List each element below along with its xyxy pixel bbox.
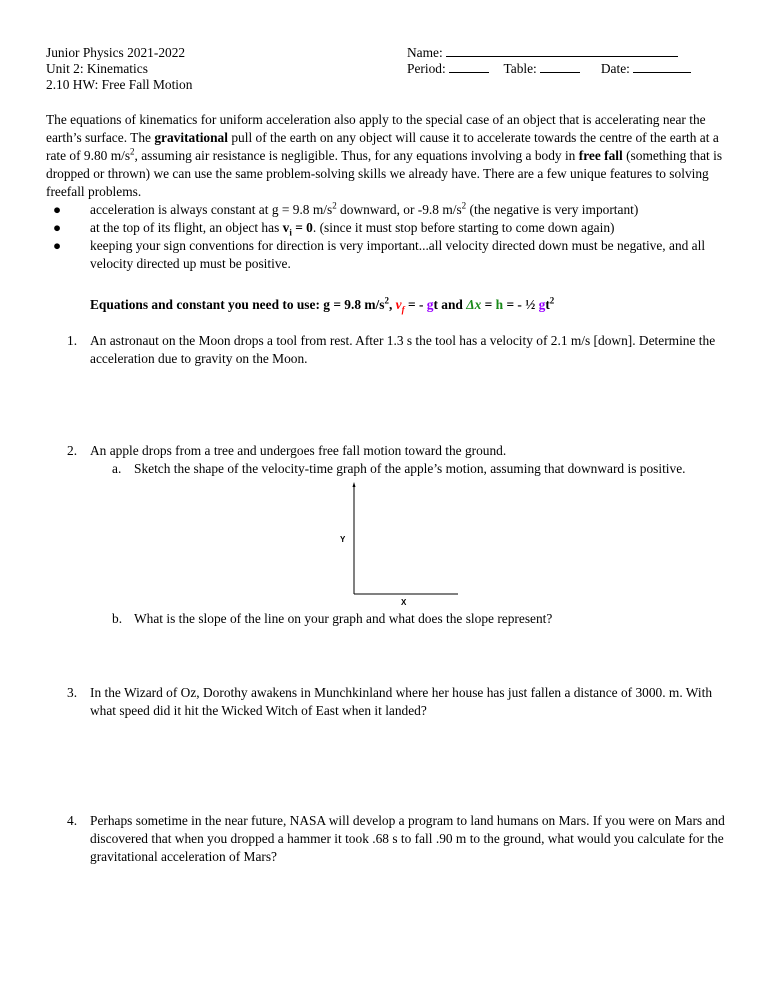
feature-text: downward, or -9.8 m/s (336, 202, 462, 217)
feature-sup: 2 (332, 200, 337, 211)
subquestion-letter: a. (112, 461, 122, 476)
eq-text: t and (433, 297, 467, 312)
eq-lead: Equations and constant you need to use: g = 9.8 m/s (90, 297, 385, 312)
intro-bold-free-fall: free fall (578, 148, 623, 163)
bullet-icon: ● (53, 238, 62, 253)
eq-vf: v (395, 297, 402, 312)
intro-bold-gravitational: gravitational (154, 130, 228, 145)
date-label: Date: (600, 61, 630, 76)
name-label: Name: (407, 45, 443, 60)
worksheet-page (46, 44, 726, 864)
course-title: Junior Physics 2021-2022 (46, 45, 186, 60)
intro-section (46, 111, 726, 273)
question-text: Perhaps sometime in the near future, NASA will develop a program to land humans on Mars. If you were on Mars and discovered that when you dropped a hammer it took .68 s to fall .90 m to the ground, what would you calculate for the gravitational acceleration of Mars? (90, 813, 725, 864)
student-info (407, 44, 691, 76)
course-info (46, 44, 192, 92)
eq-text: = - ½ (503, 297, 539, 312)
eq-sup: 2 (384, 295, 389, 306)
intro-text-1: The equations of kinematics for uniform acceleration also apply to the special case of an object that is accelerating near the earth’s surface. The (46, 112, 706, 145)
feature-item (46, 237, 726, 273)
eq-sup: 2 (549, 295, 555, 306)
eq-g: g (538, 297, 546, 312)
question-4 (46, 812, 726, 866)
worksheet-header (46, 44, 726, 94)
bullet-icon: ● (53, 202, 62, 217)
question-number: 3. (67, 685, 78, 700)
intro-paragraph (46, 111, 726, 201)
feature-item (46, 219, 726, 237)
period-blank[interactable] (449, 60, 489, 73)
date-blank[interactable] (633, 60, 691, 73)
velocity-time-graph (340, 482, 458, 607)
question-number: 1. (67, 333, 78, 348)
question-2b (112, 610, 552, 628)
subquestion-text: Sketch the shape of the velocity-time graph of the apple’s motion, assuming that downward is positive. (134, 461, 686, 476)
eq-g: g (426, 297, 434, 312)
feature-sup: 2 (461, 200, 467, 211)
eq-text: , (388, 297, 396, 312)
intro-text-2: pull of the earth on any object will cause it to accelerate towards the centre of the earth at a rate of 9.80 m/s (46, 130, 719, 163)
question-text: An apple drops from a tree and undergoes free fall motion toward the ground. (90, 443, 507, 458)
intro-text-3: , assuming air resistance is negligible. Thus, for any equations involving a body in (134, 148, 579, 163)
subquestion-text: What is the slope of the line on your graph and what does the slope represent? (134, 611, 553, 626)
period-row (407, 60, 691, 76)
question-1 (46, 332, 726, 368)
bullet-icon: ● (53, 220, 62, 235)
intro-text-4: (something that is dropped or thrown) we can use the same problem-solving skills we already have. There are a few unique features to solving freefall problems. (46, 148, 723, 199)
intro-sup: 2 (130, 146, 135, 157)
subquestion-letter: b. (112, 611, 123, 626)
feature-sub: i (289, 227, 292, 238)
feature-item (46, 201, 726, 219)
table-label: Table: (503, 61, 537, 76)
feature-list (46, 201, 726, 273)
feature-text: at the top of its flight, an object has (90, 220, 283, 235)
question-2a (112, 460, 686, 478)
name-blank[interactable] (446, 44, 678, 57)
eq-text: = (481, 297, 496, 312)
eq-text: t (545, 297, 550, 312)
question-number: 4. (67, 813, 78, 828)
feature-text: acceleration is always constant at g = 9.8 m/s (90, 202, 333, 217)
feature-bold: v (282, 220, 290, 235)
question-text: An astronaut on the Moon drops a tool from rest. After 1.3 s the tool has a velocity of 2.1 m/s [down]. Determine the acceleration due to gravity on the Moon. (90, 333, 716, 366)
question-2 (46, 442, 726, 460)
unit-title: Unit 2: Kinematics (46, 61, 148, 76)
name-row (407, 44, 691, 60)
question-text: In the Wizard of Oz, Dorothy awakens in Munchkinland where her house has just fallen a distance of 3000. m. With what speed did it hit the Wicked Witch of East when it landed? (90, 685, 713, 718)
feature-text: . (since it must stop before starting to come down again) (312, 220, 615, 235)
feature-text: (the negative is very important) (466, 202, 639, 217)
question-3 (46, 684, 726, 720)
period-label: Period: (407, 61, 446, 76)
assignment-title: 2.10 HW: Free Fall Motion (46, 77, 193, 92)
x-axis-label: X (401, 598, 407, 607)
feature-bold: = 0 (291, 220, 313, 235)
equations-line (90, 296, 554, 314)
eq-text: = - (404, 297, 427, 312)
table-blank[interactable] (540, 60, 580, 73)
eq-vf-sub: f (401, 304, 405, 315)
eq-h: h (495, 297, 504, 312)
question-number: 2. (67, 443, 78, 458)
y-axis-label: Y (340, 535, 346, 544)
eq-dx: Δx (466, 297, 482, 312)
feature-text: keeping your sign conventions for direction is very important...all velocity directed down must be negative, and all velocity directed up must be positive. (90, 238, 706, 271)
